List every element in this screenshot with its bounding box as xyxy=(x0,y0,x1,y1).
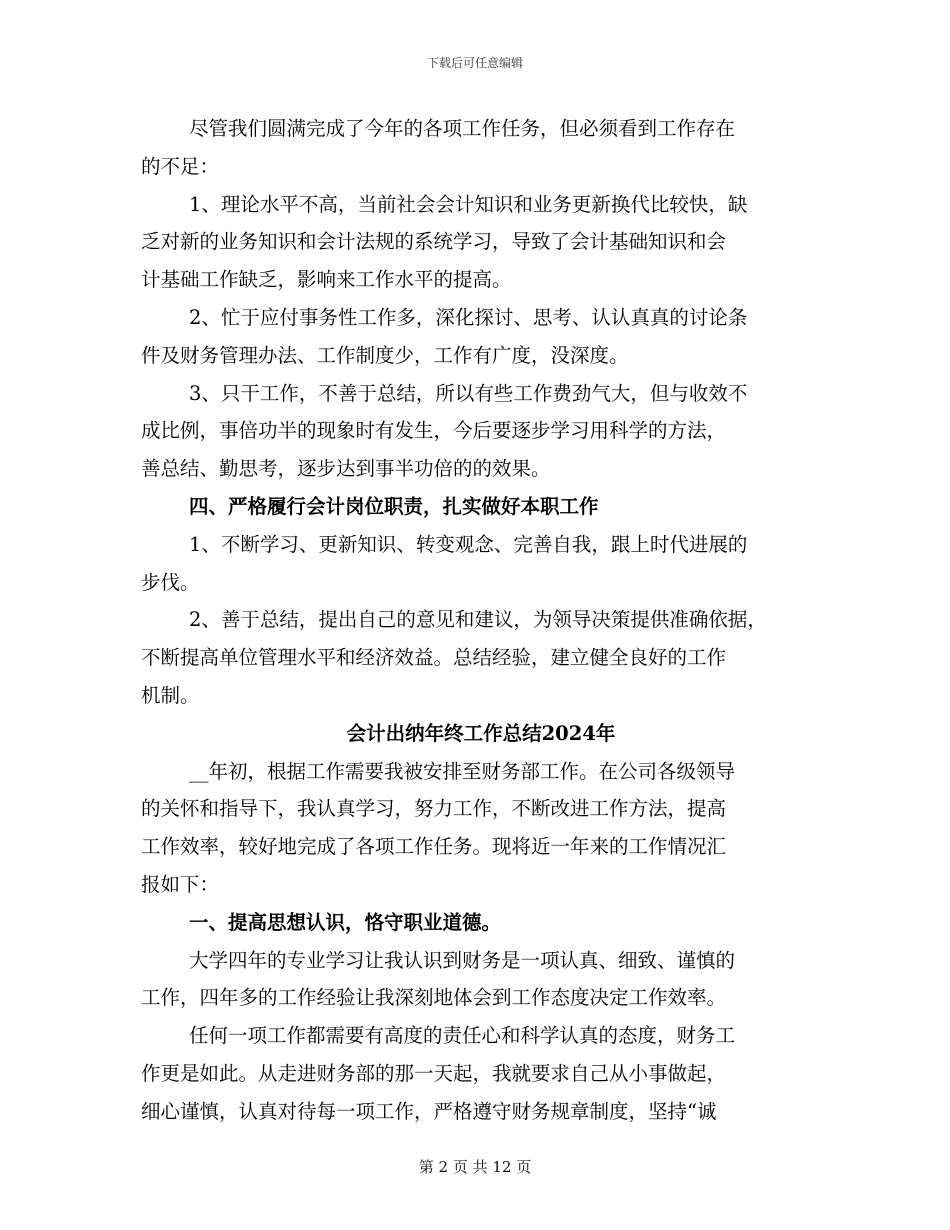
text-line: 乏对新的业务知识和会计法规的系统学习，导致了会计基础知识和会 xyxy=(141,230,727,254)
text-line: 作更是如此。从走进财务部的那一天起，我就要求自己从小事做起， xyxy=(141,1061,727,1085)
text-line: 的关怀和指导下，我认真学习，努力工作，不断改进工作方法，提高 xyxy=(141,797,727,821)
text-line: 1、理论水平不高，当前社会会计知识和业务更新换代比较快，缺 xyxy=(189,192,748,216)
text-line: 件及财务管理办法、工作制度少，工作有广度，没深度。 xyxy=(141,343,629,367)
text-line: 大学四年的专业学习让我认识到财务是一项认真、细致、谨慎的 xyxy=(189,948,736,972)
page-footer: 第 2 页 共 12 页 xyxy=(418,1158,532,1176)
text-line: 尽管我们圆满完成了今年的各项工作任务，但必须看到工作存在 xyxy=(189,117,736,140)
section-heading: 一、提高思想认识，恪守职业道德。 xyxy=(189,910,502,934)
text-line: 计基础工作缺乏，影响来工作水平的提高。 xyxy=(141,268,512,292)
text-line: 机制。 xyxy=(141,683,200,707)
text-line: 任何一项工作都需要有高度的责任心和科学认真的态度，财务工 xyxy=(189,1024,736,1048)
text-line: 善总结、勤思考，逐步达到事半功倍的的效果。 xyxy=(141,457,551,481)
text-line: 成比例，事倍功半的现象时有发生，今后要逐步学习用科学的方法， xyxy=(141,419,727,443)
section-heading: 四、严格履行会计岗位职责，扎实做好本职工作 xyxy=(189,494,599,518)
document-body xyxy=(141,110,821,1131)
text-line: 2、善于总结，提出自己的意见和建议，为领导决策提供准确依据， xyxy=(189,608,767,632)
text-line: 3、只干工作，不善于总结，所以有些工作费劲气大，但与收效不 xyxy=(189,381,748,405)
text-line: 的不足： xyxy=(141,154,220,178)
text-line: 报如下： xyxy=(141,872,220,896)
text-line: 细心谨慎，认真对待每一项工作，严格遵守财务规章制度，坚持“诚 xyxy=(141,1099,717,1123)
text-line: 不断提高单位管理水平和经济效益。总结经验，建立健全良好的工作 xyxy=(141,646,727,670)
page-header: 下载后可任意编辑 xyxy=(426,56,523,70)
text-line: __年初，根据工作需要我被安排至财务部工作。在公司各级领导 xyxy=(189,759,736,783)
text-line: 步伐。 xyxy=(141,570,200,594)
text-line: 2、忙于应付事务性工作多，深化探讨、思考、认认真真的讨论条 xyxy=(189,305,748,329)
text-line: 工作，四年多的工作经验让我深刻地体会到工作态度决定工作效率。 xyxy=(141,986,727,1010)
document-title: 会计出纳年终工作总结2024年 xyxy=(346,721,616,745)
text-line: 1、不断学习、更新知识、转变观念、完善自我，跟上时代进展的 xyxy=(189,532,748,556)
text-line: 工作效率，较好地完成了各项工作任务。现将近一年来的工作情况汇 xyxy=(141,835,727,859)
